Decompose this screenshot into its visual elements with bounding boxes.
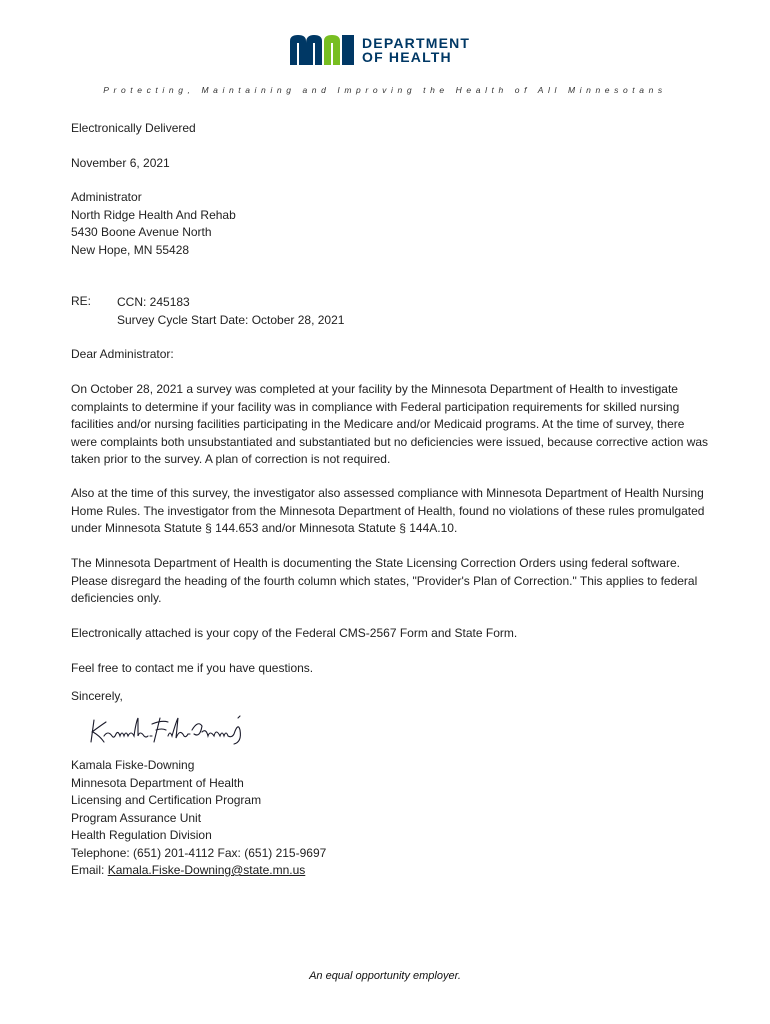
- letter-date: November 6, 2021: [71, 156, 170, 170]
- paragraph: Electronically attached is your copy of the Federal CMS-2567 Form and State Form.: [71, 626, 518, 640]
- paragraph: The Minnesota Department of Health is documenting the State Licensing Correction Orders using federal software. Please disregard the heading of the fourth column which states, "Provider's Plan of Correction." This applies to federal deficiencies only.: [71, 556, 698, 605]
- signer-block: [71, 757, 711, 880]
- handwritten-signature: [88, 712, 263, 748]
- signer-line: Telephone: (651) 201-4112 Fax: (651) 215-9697: [71, 845, 327, 860]
- re-details: [117, 294, 344, 329]
- logo-wordmark: [362, 36, 470, 64]
- ccn-line: CCN: 245183: [117, 295, 190, 309]
- signer-line: Program Assurance Unit: [71, 810, 202, 825]
- salutation: Dear Administrator:: [71, 347, 174, 361]
- mn-logo-icon: [290, 35, 356, 65]
- email-link[interactable]: Kamala.Fiske-Downing@state.mn.us: [107, 863, 306, 877]
- email-label: Email:: [71, 863, 108, 877]
- mdh-logo: [290, 35, 470, 65]
- signer-line: Health Regulation Division: [71, 828, 212, 842]
- footer-statement: An equal opportunity employer.: [309, 970, 461, 982]
- delivery-note: Electronically Delivered: [71, 121, 196, 135]
- recipient-line: Administrator: [71, 190, 142, 204]
- recipient-line: North Ridge Health And Rehab: [71, 207, 236, 222]
- signer-line: Kamala Fiske-Downing: [71, 758, 195, 772]
- logo-line-1: DEPARTMENT: [362, 35, 471, 51]
- survey-date-line: Survey Cycle Start Date: October 28, 2021: [117, 312, 345, 327]
- tagline: Protecting, Maintaining and Improving the Health of All Minnesotans: [103, 85, 667, 95]
- recipient-address: [71, 189, 711, 259]
- closing: Sincerely,: [71, 689, 123, 703]
- paragraph: Feel free to contact me if you have questions.: [71, 661, 314, 675]
- paragraph: On October 28, 2021 a survey was completed at your facility by the Minnesota Department of Health to investigate complaints to determine if your facility was in compliance with Federal participation requirements for skilled nursing facilities and/or nursing facilities participating in the Medicare and/or Medicaid programs. At the time of survey, there were complaints both unsubstantiated and substantiated but no deficiencies were issued, because corrective action was taken prior to the survey. A plan of correction is not required.: [71, 382, 709, 466]
- recipient-line: 5430 Boone Avenue North: [71, 225, 212, 239]
- signer-line: Licensing and Certification Program: [71, 793, 262, 807]
- logo-line-2: OF HEALTH: [362, 49, 452, 65]
- recipient-line: New Hope, MN 55428: [71, 242, 190, 257]
- re-label: RE:: [71, 294, 92, 308]
- email-line: [71, 862, 711, 880]
- signer-line: Minnesota Department of Health: [71, 775, 244, 790]
- paragraph: Also at the time of this survey, the investigator also assessed compliance with Minnesota Department of Health Nursing Home Rules. The investigator from the Minnesota Department of Health, found no violations of these rules promulgated under Minnesota Statute § 144.653 and/or Minnesota Statute § 144A.10.: [71, 486, 705, 535]
